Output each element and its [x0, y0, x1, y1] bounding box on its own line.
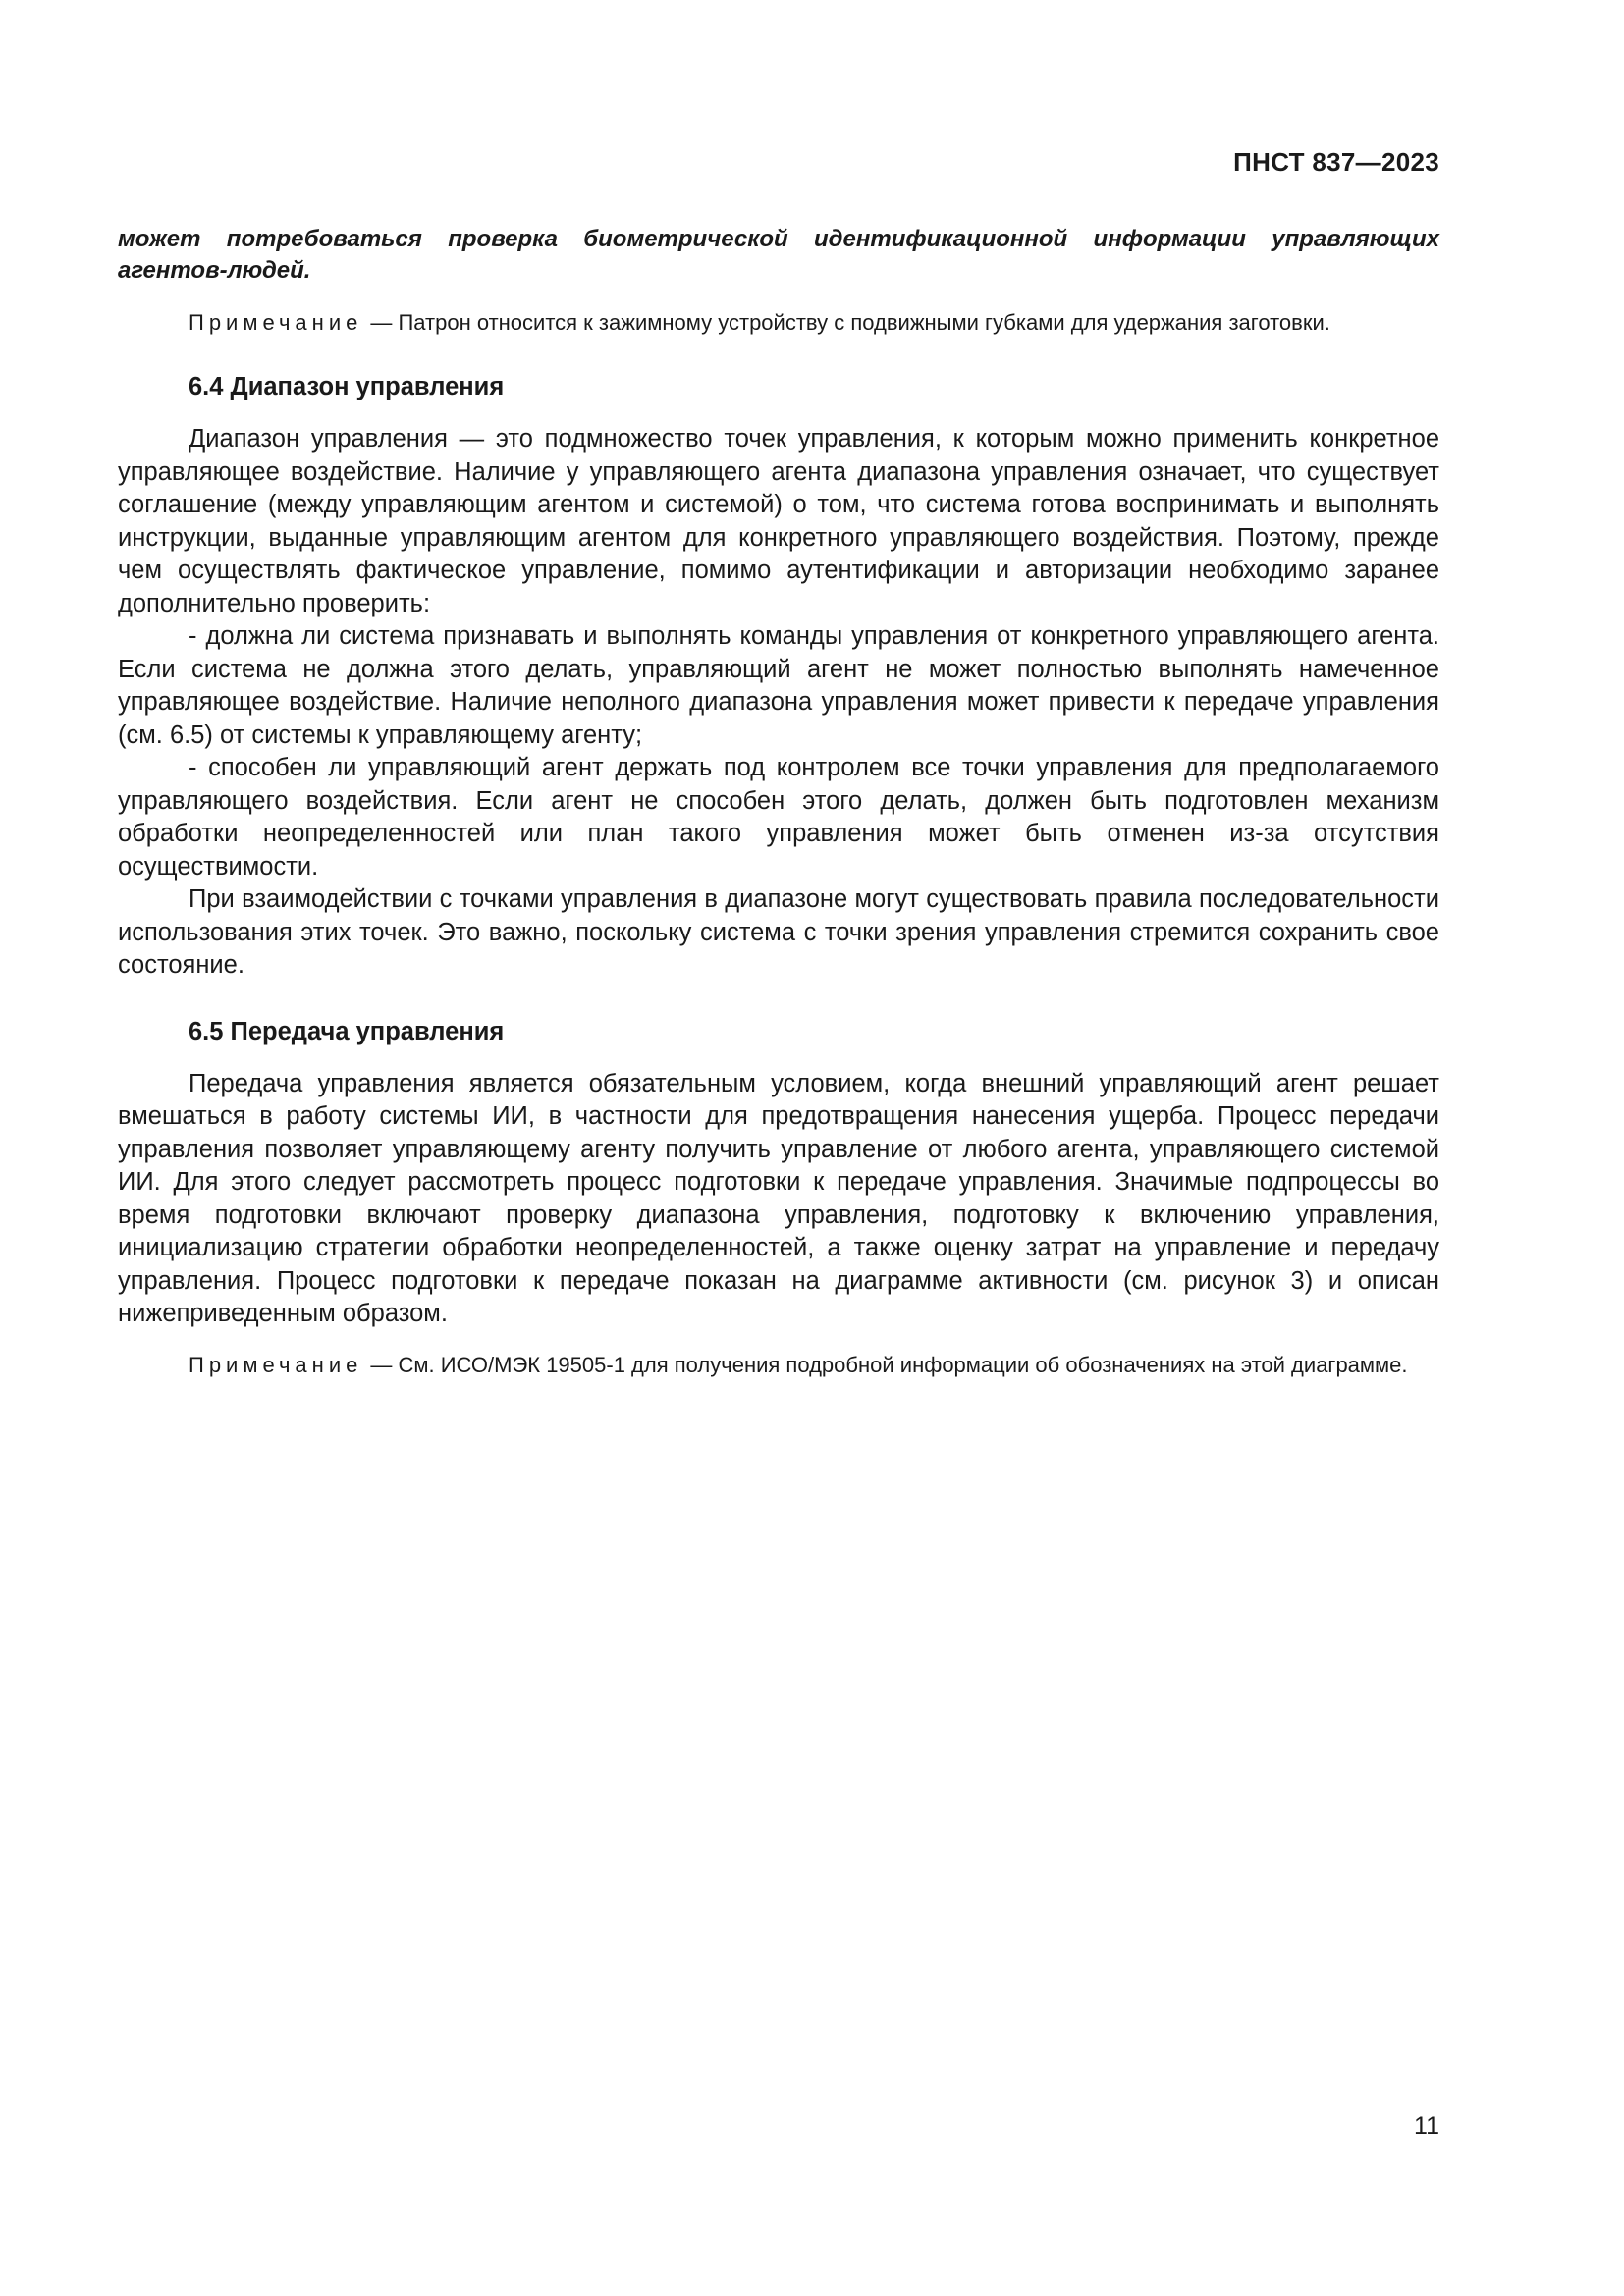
note-label: Примечание: [189, 1352, 363, 1377]
page-content: [118, 224, 1439, 1380]
document-code: ПНСТ 837—2023: [1233, 147, 1439, 177]
note-patron: [118, 308, 1439, 338]
paragraph-6-4-4: При взаимодействии с точками управления в диапазоне могут существовать правила последовательности использования этих точек. Это важно, поскольку система с точки зрения управления стремится сохранить свое состояние.: [118, 885, 1439, 979]
paragraph-6-5-1: Передача управления является обязательным условием, когда внешний управляющий агент решает вмешаться в работу системы ИИ, в частности для предотвращения нанесения ущерба. Процесс передачи управления позволяет управляющему агенту получить управление от любого агента, управляющего системой ИИ. Для этого следует рассмотреть процесс подготовки к передаче управления. Значимые подпроцессы во время подготовки включают проверку диапазона управления, подготовку к включению управления, инициализацию стратегии обработки неопределенностей, а также оценку затрат на управление и передачу управления. Процесс подготовки к передаче показан на диаграмме активности (см. рисунок 3) и описан нижеприведенным образом.: [118, 1069, 1439, 1327]
note-text: — См. ИСО/МЭК 19505-1 для получения подробной информации об обозначениях на этой диаграмме.: [370, 1352, 1408, 1377]
paragraph-6-4-3: - способен ли управляющий агент держать под контролем все точки управления для предполагаемого управляющего воздействия. Если агент не способен этого делать, должен быть подготовлен механизм обработки неопределенностей или план такого управления может быть отменен из-за отсутствия осуществимости.: [118, 754, 1439, 881]
section-heading-6-4: 6.4 Диапазон управления: [189, 373, 505, 400]
section-heading-6-5: 6.5 Передача управления: [189, 1017, 505, 1045]
continued-bold-italic-text: может потребоваться проверка биометрической идентификационной информации управляющих агентов-людей.: [118, 226, 1439, 284]
note-text: — Патрон относится к зажимному устройству с подвижными губками для удержания заготовки.: [370, 310, 1330, 335]
page-number: 11: [1414, 2112, 1439, 2140]
spacer: [118, 1331, 1439, 1351]
note-label: Примечание: [189, 310, 363, 335]
note-iso: [118, 1351, 1439, 1380]
paragraph-6-4-2: - должна ли система признавать и выполнять команды управления от конкретного управляющего агента. Если система не должна этого делать, управляющий агент не может полностью выполнять намеченное управляющее воздействие. Наличие неполного диапазона управления может привести к передаче управления (см. 6.5) от системы к управляющему агенту;: [118, 622, 1439, 749]
paragraph-6-4-1: Диапазон управления — это подмножество точек управления, к которым можно применить конкретное управляющее воздействие. Наличие у управляющего агента диапазона управления означает, что существует соглашение (между управляющим агентом и системой) о том, что система готова воспринимать и выполнять инструкции, выданные управляющим агентом для конкретного управляющего воздействия. Поэтому, прежде чем осуществлять фактическое управление, помимо аутентификации и авторизации необходимо заранее дополнительно проверить:: [118, 425, 1439, 617]
